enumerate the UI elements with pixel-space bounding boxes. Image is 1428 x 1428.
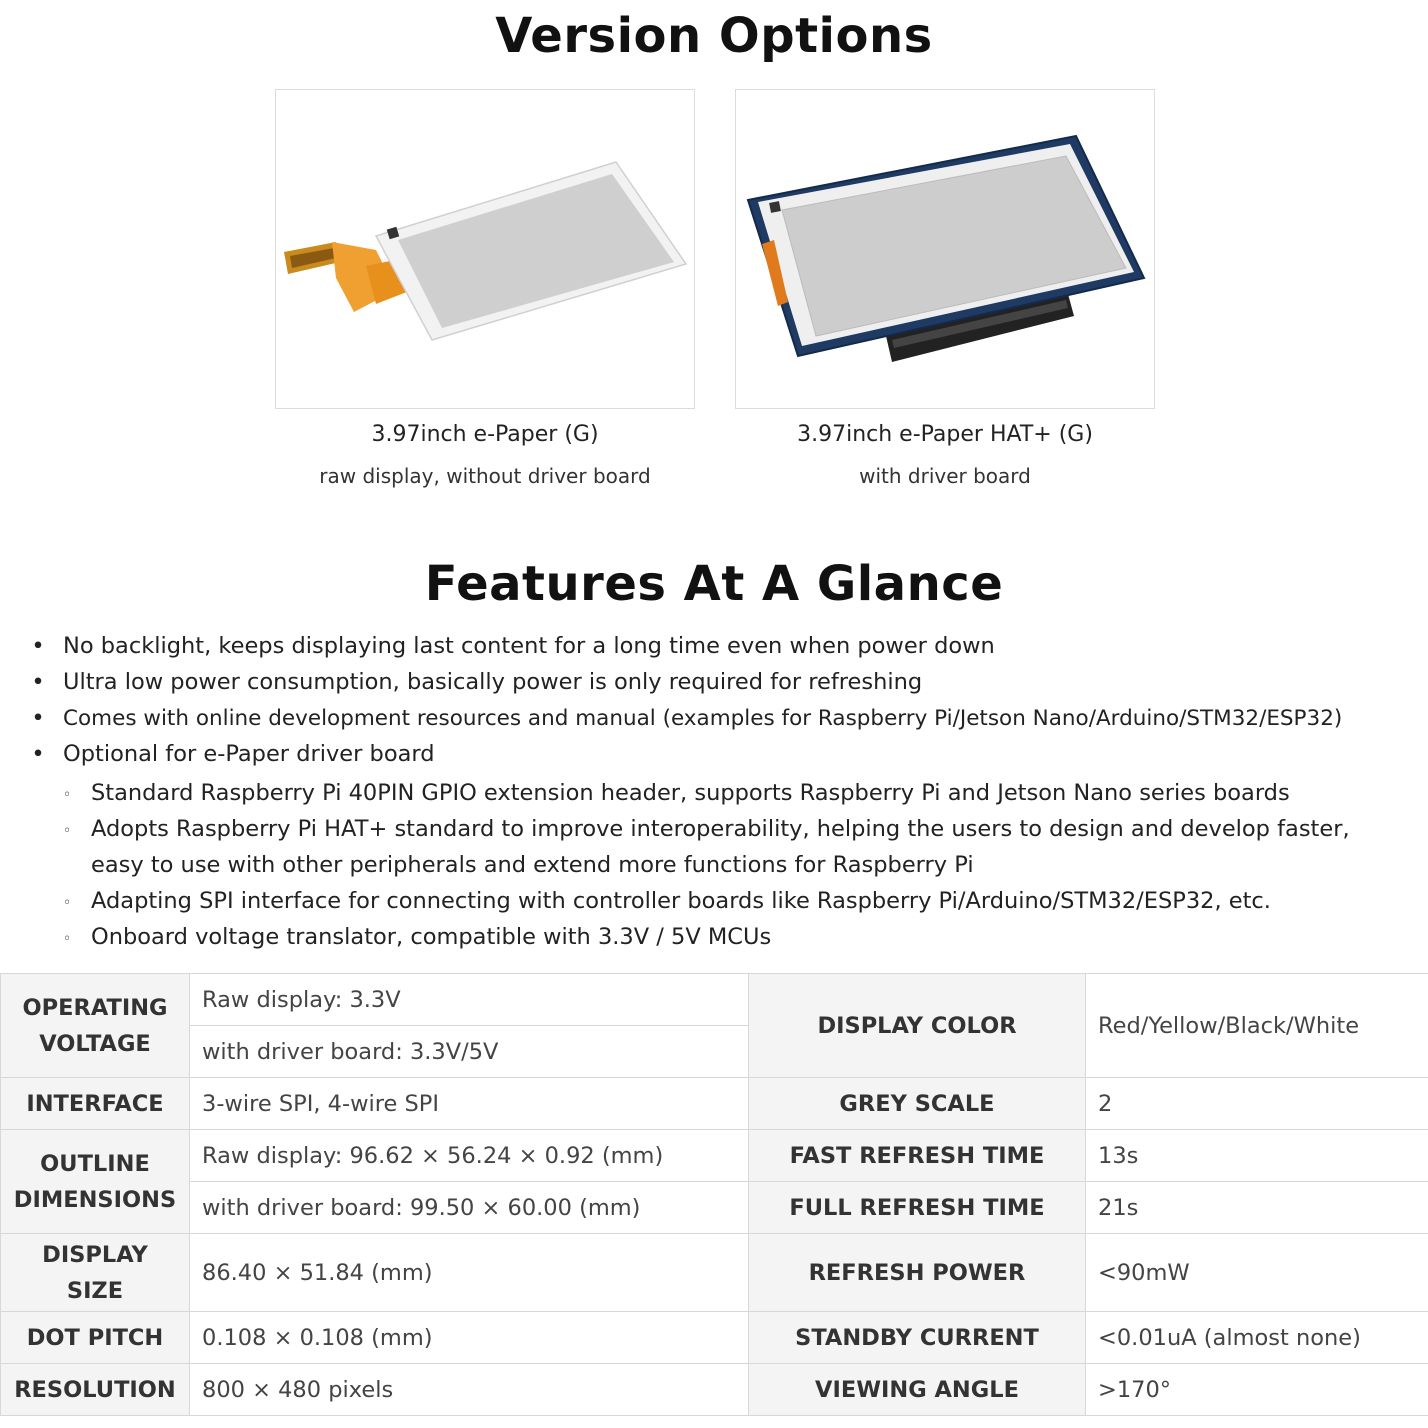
bullet-marker: •: [31, 705, 45, 731]
feature-sub-bullet: [28, 775, 1418, 811]
hat-driver-board-product-image: [735, 89, 1155, 409]
spec-value-fast-refresh-time: 13s: [1086, 1130, 1428, 1182]
spec-value-display-size: 86.40 × 51.84 (mm): [190, 1234, 749, 1312]
spec-value-operating-voltage-raw: Raw display: 3.3V: [190, 974, 749, 1026]
spec-label-resolution: RESOLUTION: [1, 1364, 190, 1416]
feature-bullet: [28, 700, 1418, 736]
spec-value-display-color: Red/Yellow/Black/White: [1086, 974, 1428, 1078]
feature-bullet: [28, 628, 1418, 664]
spec-label-refresh-power: REFRESH POWER: [749, 1234, 1086, 1312]
bullet-marker: •: [31, 741, 45, 767]
feature-text: Optional for e-Paper driver board: [63, 741, 435, 767]
feature-sub-text: Standard Raspberry Pi 40PIN GPIO extension header, supports Raspberry Pi and Jetson Nano series boards: [91, 780, 1290, 806]
spec-label-full-refresh-time: FULL REFRESH TIME: [749, 1182, 1086, 1234]
specifications-table: [0, 973, 1428, 1416]
version-2-description: with driver board: [859, 464, 1031, 488]
spec-value-operating-voltage-board: with driver board: 3.3V/5V: [190, 1026, 749, 1078]
spec-label-viewing-angle: VIEWING ANGLE: [749, 1364, 1086, 1416]
table-row: [1, 1078, 1428, 1130]
version-2-name: 3.97inch e-Paper HAT+ (G): [797, 422, 1093, 447]
feature-bullet: [28, 736, 1418, 772]
feature-text: Comes with online development resources and manual (examples for Raspberry Pi/Jetson Nano/Arduino/STM32/ESP32): [63, 706, 1343, 731]
spec-label-display-color: DISPLAY COLOR: [749, 974, 1086, 1078]
sub-bullet-marker: ◦: [63, 787, 72, 803]
table-row: [1, 1234, 1428, 1312]
spec-label-display-size: DISPLAY SIZE: [1, 1234, 190, 1312]
spec-value-dot-pitch: 0.108 × 0.108 (mm): [190, 1312, 749, 1364]
feature-text: No backlight, keeps displaying last content for a long time even when power down: [63, 633, 995, 659]
spec-value-viewing-angle: >170°: [1086, 1364, 1428, 1416]
sub-bullet-marker: ◦: [63, 931, 72, 947]
version-1-description: raw display, without driver board: [319, 464, 651, 488]
spec-value-interface: 3-wire SPI, 4-wire SPI: [190, 1078, 749, 1130]
feature-bullet: [28, 664, 1418, 700]
raw-display-product-image: [275, 89, 695, 409]
spec-label-interface: INTERFACE: [1, 1078, 190, 1130]
feature-sub-bullet: [28, 919, 1418, 955]
spec-value-standby-current: <0.01uA (almost none): [1086, 1312, 1428, 1364]
spec-label-fast-refresh-time: FAST REFRESH TIME: [749, 1130, 1086, 1182]
sub-bullet-marker: ◦: [63, 823, 72, 839]
spec-value-outline-board: with driver board: 99.50 × 60.00 (mm): [190, 1182, 749, 1234]
feature-sub-bullet: [28, 811, 1418, 883]
table-row: [1, 1182, 1428, 1234]
version-options-title: Version Options: [495, 8, 933, 64]
feature-sub-bullet: [28, 883, 1418, 919]
version-1-name: 3.97inch e-Paper (G): [371, 422, 599, 447]
spec-label-operating-voltage: OPERATING VOLTAGE: [1, 974, 190, 1078]
features-title: Features At A Glance: [424, 556, 1004, 612]
spec-label-outline-dimensions: OUTLINE DIMENSIONS: [1, 1130, 190, 1234]
spec-value-refresh-power: <90mW: [1086, 1234, 1428, 1312]
bullet-marker: •: [31, 669, 45, 695]
spec-value-outline-raw: Raw display: 96.62 × 56.24 × 0.92 (mm): [190, 1130, 749, 1182]
feature-text: Ultra low power consumption, basically power is only required for refreshing: [63, 669, 923, 695]
feature-sub-text: Onboard voltage translator, compatible with 3.3V / 5V MCUs: [91, 924, 772, 950]
table-row: [1, 1364, 1428, 1416]
spec-value-full-refresh-time: 21s: [1086, 1182, 1428, 1234]
spec-value-grey-scale: 2: [1086, 1078, 1428, 1130]
feature-sub-text: Adopts Raspberry Pi HAT+ standard to improve interoperability, helping the users to design and develop faster, easy to use with other peripherals and extend more functions for Raspberry Pi: [91, 816, 1350, 878]
spec-value-resolution: 800 × 480 pixels: [190, 1364, 749, 1416]
bullet-marker: •: [31, 633, 45, 659]
table-row: [1, 1130, 1428, 1182]
spec-label-grey-scale: GREY SCALE: [749, 1078, 1086, 1130]
table-row: [1, 974, 1428, 1026]
spec-label-dot-pitch: DOT PITCH: [1, 1312, 190, 1364]
features-list: [28, 628, 1418, 955]
sub-bullet-marker: ◦: [63, 895, 72, 911]
spec-label-standby-current: STANDBY CURRENT: [749, 1312, 1086, 1364]
feature-sub-text: Adapting SPI interface for connecting with controller boards like Raspberry Pi/Arduino/STM32/ESP32, etc.: [91, 888, 1271, 914]
table-row: [1, 1312, 1428, 1364]
